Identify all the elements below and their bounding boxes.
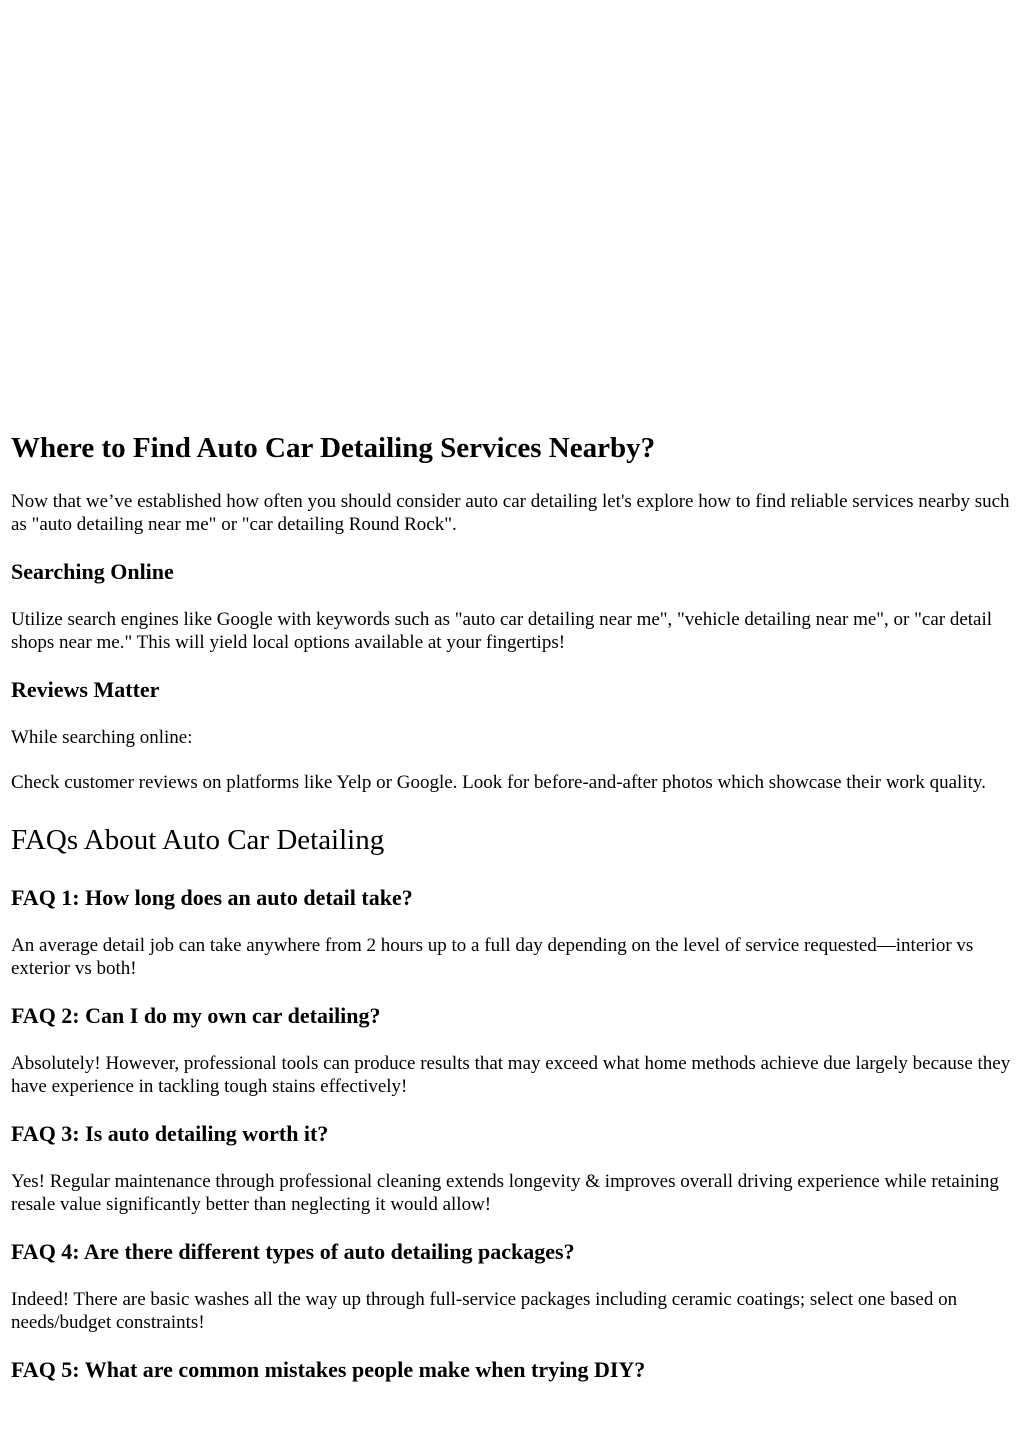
intro-paragraph: Now that we’ve established how often you should consider auto car detailing let's explore how to find reliable services nearby such as "auto detailing near me" or "car detailing Round Rock". (11, 491, 1010, 535)
searching-paragraph: Utilize search engines like Google with keywords such as "auto car detailing near me", "vehicle detailing near me", or "car detail shops near me." This will yield local options available at your fingertips! (11, 609, 993, 653)
subheading-searching-online: Searching Online (11, 559, 174, 584)
faq-answer: An average detail job can take anywhere from 2 hours up to a full day depending on the level of service requested—interior vs exterior vs both! (11, 935, 974, 979)
subheading-reviews-matter: Reviews Matter (11, 677, 160, 702)
faq-question: FAQ 4: Are there different types of auto detailing packages? (11, 1239, 575, 1264)
faq-question: FAQ 1: How long does an auto detail take? (11, 885, 413, 910)
faq-question: FAQ 5: What are common mistakes people make when trying DIY? (11, 1357, 646, 1382)
reviews-intro-paragraph: While searching online: (11, 727, 193, 748)
faq-question: FAQ 2: Can I do my own car detailing? (11, 1003, 381, 1028)
faq-question: FAQ 3: Is auto detailing worth it? (11, 1121, 329, 1146)
section-heading-find-services: Where to Find Auto Car Detailing Services Nearby? (11, 432, 656, 464)
reviews-paragraph: Check customer reviews on platforms like Yelp or Google. Look for before-and-after photos which showcase their work quality. (11, 772, 986, 793)
blank-top-area (0, 0, 1024, 418)
faq-answer: Indeed! There are basic washes all the way up through full-service packages including ceramic coatings; select one based on needs/budget constraints! (11, 1289, 958, 1333)
faq-answer: Yes! Regular maintenance through professional cleaning extends longevity & improves overall driving experience while retaining resale value significantly better than neglecting it would allow! (11, 1171, 999, 1215)
faqs-heading: FAQs About Auto Car Detailing (11, 824, 385, 856)
faq-answer: Absolutely! However, professional tools can produce results that may exceed what home methods achieve due largely because they have experience in tackling tough stains effectively! (11, 1053, 1011, 1097)
document-body (0, 430, 1024, 1384)
